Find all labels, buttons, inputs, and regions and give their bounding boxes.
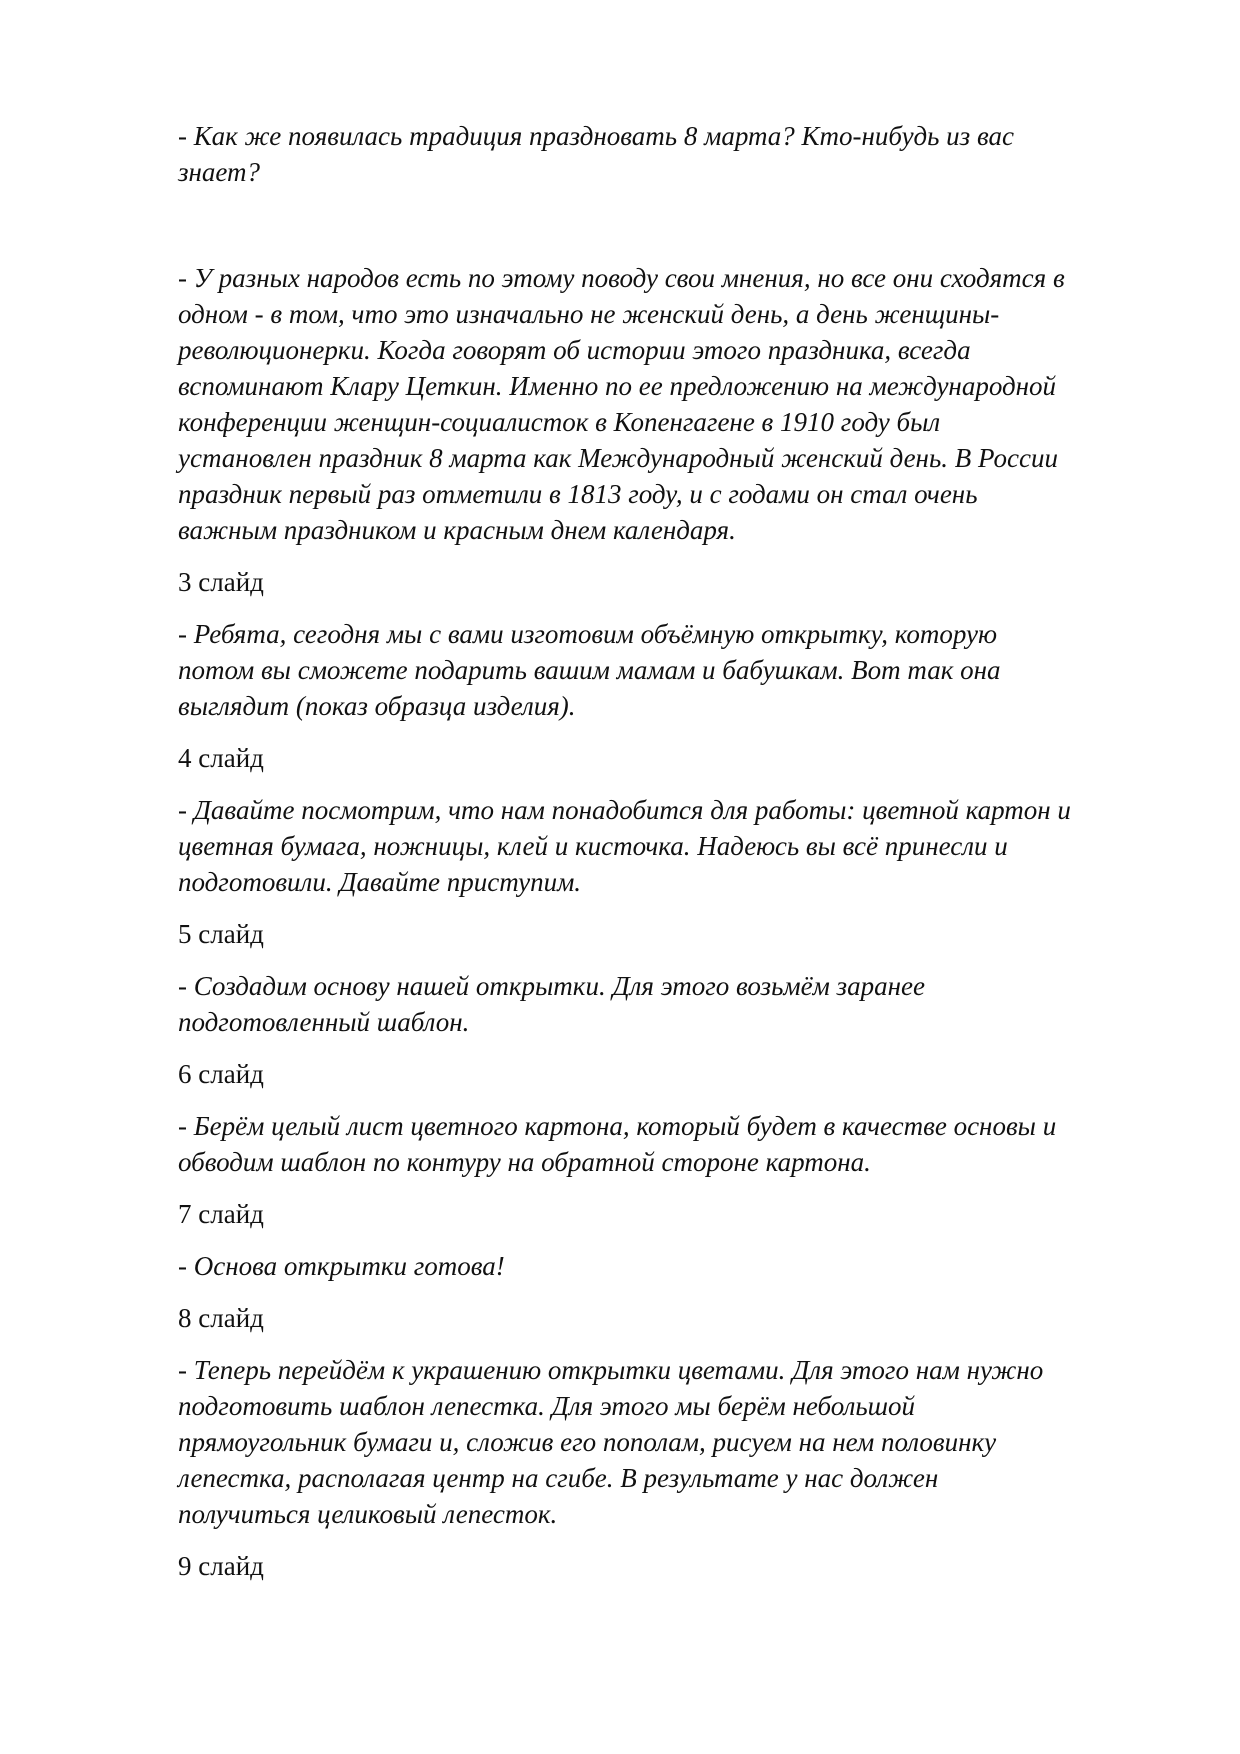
tracing-paragraph: - Берём целый лист цветного картона, который будет в качестве основы и обводим шаблон по контуру на обратной стороне картона. bbox=[178, 1111, 1057, 1177]
template-paragraph: - Создадим основу нашей открытки. Для этого возьмём заранее подготовленный шаблон. bbox=[178, 971, 925, 1037]
slide-label-9: 9 слайд bbox=[178, 1551, 264, 1581]
base-ready-paragraph: - Основа открытки готова! bbox=[178, 1251, 505, 1281]
slide-label-4: 4 слайд bbox=[178, 743, 264, 773]
slide-label-5: 5 слайд bbox=[178, 919, 264, 949]
petal-paragraph: - Теперь перейдём к украшению открытки цветами. Для этого нам нужно подготовить шаблон лепестка. Для этого мы берём небольшой прямоугольник бумаги и, сложив его пополам, рисуем на нем половинку лепестка, располагая центр на сгибе. В результате у нас должен получиться целиковый лепесток. bbox=[178, 1355, 1044, 1529]
slide-label-3: 3 слайд bbox=[178, 567, 264, 597]
text-column bbox=[178, 118, 1158, 1584]
materials-paragraph: - Давайте посмотрим, что нам понадобится для работы: цветной картон и цветная бумага, ножницы, клей и кисточка. Надеюсь вы всё принесли и подготовили. Давайте приступим. bbox=[178, 795, 1071, 897]
slide-label-7: 7 слайд bbox=[178, 1199, 264, 1229]
slide-label-8: 8 слайд bbox=[178, 1303, 264, 1333]
postcard-intro-paragraph: - Ребята, сегодня мы с вами изготовим объёмную открытку, которую потом вы сможете подарить вашим мамам и бабушкам. Вот так она выглядит (показ образца изделия). bbox=[178, 619, 1001, 721]
slide-label-6: 6 слайд bbox=[178, 1059, 264, 1089]
question-paragraph: - Как же появилась традиция праздновать 8 марта? Кто-нибудь из вас знает? bbox=[178, 121, 1014, 187]
history-paragraph: - У разных народов есть по этому поводу свои мнения, но все они сходятся в одном - в том, что это изначально не женский день, а день женщины- революционерки. Когда говорят об истории этого праздника, всегда вспоминают Клару Цеткин. Именно по ее предложению на международной конференции женщин-социалисток в Копенгагене в 1910 году был установлен праздник 8 марта как Международный женский день. В России праздник первый раз отметили в 1813 году, и с годами он стал очень важным праздником и красным днем календаря. bbox=[178, 263, 1065, 545]
